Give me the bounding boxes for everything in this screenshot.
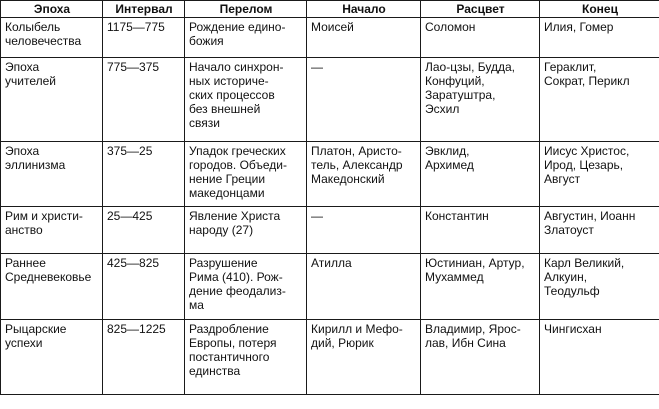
cell-line: учителей <box>5 74 56 88</box>
cell-line: Атилла <box>311 256 352 270</box>
cell-line: 1175—775 <box>107 20 165 34</box>
cell-line: Лао-цзы, Будда, <box>425 60 515 74</box>
cell-line: Раздробление <box>189 322 269 336</box>
header-interval: Интервал <box>103 1 185 18</box>
cell-line: Чингисхан <box>544 322 602 336</box>
header-peak: Расцвет <box>421 1 540 18</box>
cell-line: постантичного <box>189 350 270 364</box>
cell-line: 825—1225 <box>107 322 166 336</box>
cell-line: ных историче- <box>189 74 269 88</box>
cell-turning-point <box>185 58 307 142</box>
cell-line: успехи <box>5 336 43 350</box>
cell-end <box>540 207 659 254</box>
cell-line: без внешней <box>189 102 261 116</box>
cell-line: Гераклит, <box>544 60 597 74</box>
cell-end <box>540 254 659 320</box>
cell-line: божия <box>189 34 224 48</box>
cell-line: Эсхил <box>425 102 460 116</box>
cell-line: Рим и христи- <box>5 209 83 223</box>
cell-line: Ирод, Цезарь, <box>544 158 624 172</box>
cell-line: Эвклид, <box>425 144 470 158</box>
cell-turning-point <box>185 320 307 395</box>
cell-epoch <box>1 254 103 320</box>
cell-end <box>540 142 659 207</box>
cell-start <box>307 207 421 254</box>
cell-line: Разрушение <box>189 256 258 270</box>
cell-peak <box>421 142 540 207</box>
cell-end <box>540 18 659 58</box>
cell-line: дение феодализ- <box>189 284 286 298</box>
cell-line: Иисус Христос, <box>544 144 630 158</box>
table-row <box>1 254 659 320</box>
cell-line: человечества <box>5 34 82 48</box>
cell-line: Средневековье <box>5 270 92 284</box>
cell-line: Златоуст <box>544 223 594 237</box>
header-end: Конец <box>540 1 659 18</box>
cell-epoch <box>1 207 103 254</box>
cell-line: Рождение едино- <box>189 20 286 34</box>
cell-line: Августин, Иоанн <box>544 209 636 223</box>
cell-turning-point <box>185 18 307 58</box>
table-row <box>1 58 659 142</box>
cell-line: Платон, Аристо- <box>311 144 402 158</box>
cell-line: Македонский <box>311 172 385 186</box>
cell-interval <box>103 320 185 395</box>
cell-line: Август <box>544 172 581 186</box>
cell-line: Раннее <box>5 256 46 270</box>
cell-line: Рыцарские <box>5 322 67 336</box>
table-row <box>1 207 659 254</box>
cell-line: — <box>311 209 323 223</box>
cell-line: Эпоха <box>5 60 40 74</box>
cell-line: Илия, Гомер <box>544 20 614 34</box>
cell-interval <box>103 207 185 254</box>
cell-line: нение Греции <box>189 172 266 186</box>
table-row <box>1 320 659 395</box>
cell-line: городов. Объеди- <box>189 158 288 172</box>
cell-line: связи <box>189 116 220 130</box>
cell-line: Сократ, Перикл <box>544 74 630 88</box>
cell-epoch <box>1 320 103 395</box>
cell-line: Моисей <box>311 20 354 34</box>
cell-peak <box>421 58 540 142</box>
cell-line: Заратуштра, <box>425 88 496 102</box>
cell-line: народу (27) <box>189 223 254 237</box>
cell-line: македонцами <box>189 186 265 200</box>
cell-line: Упадок греческих <box>189 144 286 158</box>
cell-start <box>307 18 421 58</box>
header-epoch: Эпоха <box>1 1 103 18</box>
cell-line: Владимир, Ярос- <box>425 322 521 336</box>
cell-interval <box>103 58 185 142</box>
cell-line: лав, Ибн Сина <box>425 336 506 350</box>
cell-turning-point <box>185 254 307 320</box>
cell-line: ских процессов <box>189 88 275 102</box>
cell-line: Мухаммед <box>425 270 484 284</box>
cell-line: Алкуин, <box>544 270 588 284</box>
cell-start <box>307 142 421 207</box>
cell-line: Константин <box>425 209 489 223</box>
table-row <box>1 142 659 207</box>
cell-line: Европы, потеря <box>189 336 277 350</box>
header-row <box>1 1 659 18</box>
cell-line: единства <box>189 364 241 378</box>
cell-line: Юстиниан, Артур, <box>425 256 525 270</box>
cell-line: 25—425 <box>107 209 153 223</box>
cell-line: 425—825 <box>107 256 160 270</box>
cell-epoch <box>1 58 103 142</box>
cell-interval <box>103 142 185 207</box>
cell-turning-point <box>185 207 307 254</box>
cell-line: 775—375 <box>107 60 160 74</box>
cell-turning-point <box>185 142 307 207</box>
cell-line: ма <box>189 298 204 312</box>
cell-line: 375—25 <box>107 144 153 158</box>
cell-start <box>307 320 421 395</box>
cell-epoch <box>1 18 103 58</box>
cell-end <box>540 58 659 142</box>
cell-line: тель, Александр <box>311 158 403 172</box>
cell-line: Эпоха <box>5 144 40 158</box>
cell-line: анство <box>5 223 43 237</box>
cell-line: Кирилл и Мефо- <box>311 322 403 336</box>
cell-line: Колыбель <box>5 20 61 34</box>
cell-start <box>307 58 421 142</box>
cell-peak <box>421 320 540 395</box>
header-start: Начало <box>307 1 421 18</box>
cell-peak <box>421 18 540 58</box>
cell-peak <box>421 207 540 254</box>
cell-line: Теодульф <box>544 284 600 298</box>
cell-end <box>540 320 659 395</box>
cell-line: — <box>311 60 323 74</box>
cell-line: Соломон <box>425 20 476 34</box>
cell-line: Архимед <box>425 158 474 172</box>
cell-line: Явление Христа <box>189 209 281 223</box>
cell-interval <box>103 18 185 58</box>
table-row <box>1 18 659 58</box>
cell-line: Рима (410). Рож- <box>189 270 283 284</box>
cell-peak <box>421 254 540 320</box>
header-turning-point: Перелом <box>185 1 307 18</box>
cell-line: Карл Великий, <box>544 256 625 270</box>
cell-epoch <box>1 142 103 207</box>
cell-interval <box>103 254 185 320</box>
cell-line: Конфуций, <box>425 74 485 88</box>
cell-line: Начало синхрон- <box>189 60 284 74</box>
cell-line: дий, Рюрик <box>311 336 374 350</box>
cell-start <box>307 254 421 320</box>
cell-line: эллинизма <box>5 158 66 172</box>
